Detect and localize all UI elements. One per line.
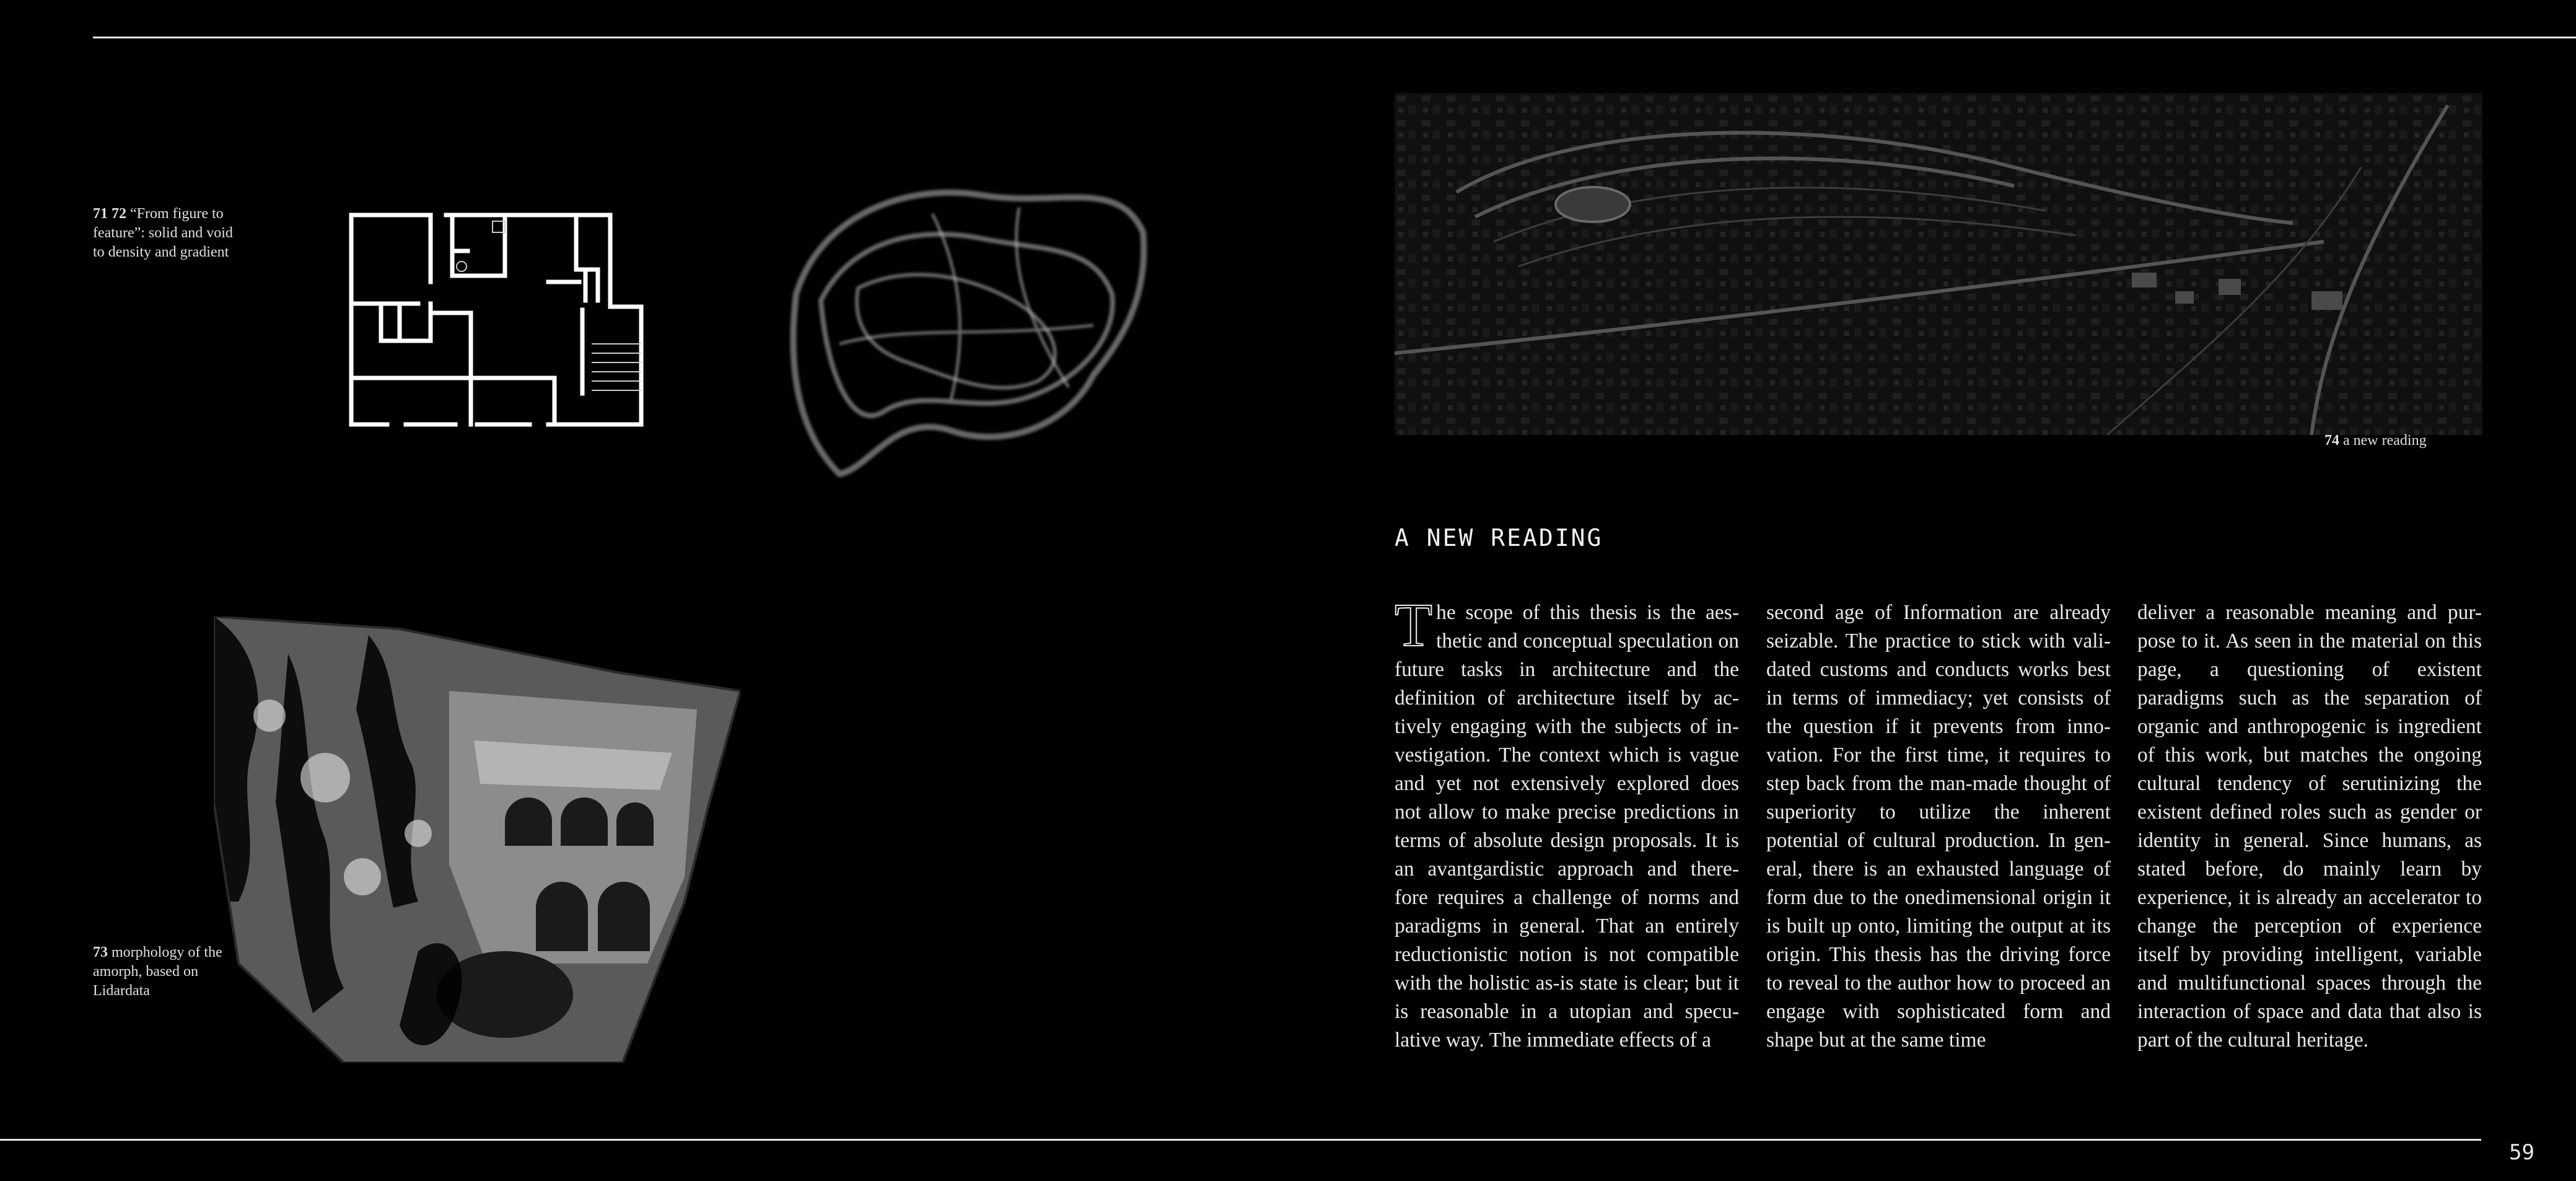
caption-number: 71 72 — [93, 206, 126, 222]
aerial-map-figure — [1395, 93, 2482, 435]
caption-text: a new reading — [2339, 432, 2427, 449]
point-cloud-figure — [747, 139, 1155, 499]
caption-number: 73 — [93, 944, 108, 960]
floor-plan-figure — [344, 208, 651, 434]
page-number: 59 — [2509, 1140, 2534, 1165]
bottom-rule — [0, 1139, 2481, 1141]
body-text: he scope of this thesis is the aes-thetic and conceptual speculation on future tasks in architecture and the definition of architecture itself by ac-tively engaging with the subjects of in-vestigation. The context which is vague and yet not extensively explored does not allow to make precise predictions in terms of absolute design proposals. It is an avantgardistic approach and there-fore requires a challenge of norms and paradigms in general. That an entirely reductionistic notion is not compatible with the holistic as-is state is clear; but it is reasonable in a utopian and specu-lative way. The immediate effects of a — [1395, 601, 1739, 1051]
caption-text: “From figure to feature”: solid and void to density and gradient — [93, 206, 233, 260]
section-heading: A NEW READING — [1395, 524, 1603, 551]
caption-fig-71-72 — [93, 204, 235, 262]
body-column-3: deliver a reasonable meaning and pur-pose to it. As seen in the material on this page, a questioning of existent paradigms such as the separation of organic and anthropogenic is ingredient of this work, but matches the ongoing cultural tendency of serutinizing the existent defined roles such as gender or identity in general. Since humans, as stated before, do mainly learn by experience, it is already an accelerator to change the perception of experience itself by providing intelligent, variable and multifunctional spaces through the interaction of space and data that also is part of the cultural heritage. — [2137, 601, 2482, 1051]
body-column-2: second age of Information are already seizable. The practice to stick with vali-dated customs and conducts works best in terms of immediacy; yet consists of the question if it prevents from inno-vation. For the first time, it requires to step back from the man-made thought of superiority to utilize the inherent potential of cultural production. In gen-eral, there is an exhausted language of form due to the onedimensional origin it is built up onto, limiting the output at its origin. This thesis has the driving force to reveal to the author how to proceed an engage with sophisticated form and shape but at the same time — [1766, 601, 2111, 1051]
caption-text: morphology of the amorph, based on Lidardata — [93, 944, 222, 999]
top-rule — [93, 37, 2576, 38]
drop-cap: T — [1395, 590, 1433, 659]
caption-number: 74 — [2324, 432, 2339, 449]
body-column-1 — [1395, 590, 1739, 1055]
lidar-morphology-figure — [214, 617, 740, 1063]
caption-fig-74 — [2324, 431, 2427, 450]
